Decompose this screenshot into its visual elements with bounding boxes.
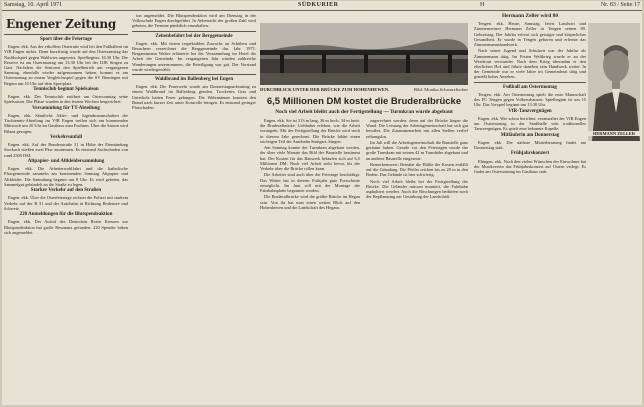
divider bbox=[4, 34, 128, 35]
article-text: Engen. ekk. Mit einem respektablen Zuwachs an Schülern und Besuchern verzeichnet die Berggemeinde das Jahr 1971. Bergamtmann Walter erläuterte bei der Versammlung im Hotel die Arbeit der Gemeinde. Im vergangenen Jahr wurden zahlreiche Wanderungen unternommen, die Beteiligung war gut. Der Vorstand wurde wiedergewählt. bbox=[132, 40, 256, 72]
edition-mark: H bbox=[480, 2, 485, 8]
headline-mutter: Mitläuferin am Donnerstag bbox=[500, 132, 560, 138]
birthday-title: Hermann Zeller wird 80 bbox=[501, 13, 559, 19]
headline-konzert: Frühjahrskonzert bbox=[510, 151, 550, 157]
photo-caption bbox=[260, 87, 468, 93]
article-text: Engen. ekk. Sämtliche Aktiv- und Jugendmannschaften der Tischtennis-Abteilung im VfR Engen treffen sich am kommenden Mittwoch um 20 Uhr im Gasthaus zum Fuchsen. Über die Saison wird Bilanz gezogen. bbox=[4, 112, 128, 134]
article-text: ton angemeldet. Die Blutspendeaktion wird am Dienstag in der Volksschule Engen durchgeführt. In Anbetracht der großen Zahl wird gebeten, die Termine pünktlich einzuhalten. bbox=[132, 13, 256, 29]
column-5 bbox=[474, 13, 586, 405]
page-number: Nr. 83 / Seite 17 bbox=[600, 2, 640, 8]
portrait-caption: HERMANN ZELLER bbox=[588, 131, 640, 136]
headline-fussball: Fußball am Ostermontag bbox=[503, 84, 557, 90]
article-text: Tengen. ekk. Am Ostermontag spielt die erste Mannschaft des FC Tengen gegen Volkertshausen. Spielbeginn ist um 15 Uhr. Das Vorspiel beginnt um 13.30 Uhr. bbox=[474, 91, 586, 108]
headline-berggemeinde: Zeitenbefahrt bei der Berggemeinde bbox=[155, 33, 233, 39]
column-1 bbox=[4, 13, 128, 405]
local-masthead: Engener Zeitung bbox=[6, 17, 117, 31]
photo-credit: Bild: Monika Schwarzfischer bbox=[413, 87, 468, 92]
article-text: Engen. ekk. Über die Osterfeiertage rechnet die Polizei mit starkem Verkehr auf der B 31 und der Autobahn in Richtung Bodensee und Schweiz. bbox=[4, 195, 128, 211]
article-text: Am Sonntag konnte der Turmkran abgebaut werden, der über viele Monate das Bild der Baustelle bestimmt hat. Die Kosten für das Bauwerk belaufen sich auf 6,5 Millionen DM. Noch viel Arbeit steht bevor, bis der Verkehr über die Brücke rollen kann. bbox=[260, 145, 360, 172]
headline-sport: Sport über die Feiertage bbox=[40, 37, 92, 42]
divider bbox=[132, 74, 256, 75]
article-text: zugerechnet werden, denn auf der Brücke liegen die Wand. Die Leistung der Arbeitsgemeinschaft hat sich gut bewährt. Die Zusammenarbeit mit allen Stellen verlief reibungslos. bbox=[366, 118, 468, 139]
article-text: Engen. ekk. Der Tennisclub eröffnet am Ostersonntag seine Spielsaison. Die Plätze wurden in den letzten Wochen hergerichtet. bbox=[4, 94, 128, 105]
article-text: Ehingen. ekk. Nach den vielen Wünschen der Einwohner hat der Musikverein das Frühjahrskonzert auf Ostern verlegt. Es findet am Ostersonntag im Gasthaus statt. bbox=[474, 158, 586, 174]
headline-tennis: Tennisclub beginnt Spielsaison bbox=[33, 87, 99, 92]
headline-collection: Altpapier- und Altkleidersammlung bbox=[27, 158, 105, 164]
headline-waldbrand: Waldbrand im Ballenberg bei Engen bbox=[154, 77, 234, 83]
article-text: Engen. ekk. Wie schon berichtet, veranstaltet der VfR Engen am Ostermontag in der Stadthalle sein traditionelles Tanzvergnügen. Es spielt eine bekannte Kapelle. bbox=[474, 115, 586, 132]
article-text: Im Juli will die Arbeitsgemeinschaft die Baustelle ganz geräumt haben. Gerade vor den Feiertagen wurde der große Turmkran mit seinen 42 m Turmhöhe abgebaut und an anderer Baustelle eingesetzt. bbox=[366, 140, 468, 161]
article-text: Noch viel Arbeit bleibt bei der Fertigstellung der Brücke. Die Geländer müssen montiert, die Fahrbahn asphaltiert werden. Auch die Böschungen bedürfen noch der Bepflanzung zur Gestaltung der Landschaft. bbox=[366, 178, 468, 200]
divider bbox=[474, 82, 586, 83]
article-text: Engen. ekk. Sie ist 313 m lang, 36 m hoch, 34 m breit: die Bruderalbrücke. Liebhaber erleben, wie die Arbeit vorangeht. Mit der Fertigstellung der Brücke wird noch in diesem Jahr gerechnet. Die Brücke bildet einen wichtigen Teil der Autobahn Stuttgart–Singen. bbox=[260, 118, 360, 144]
article-text: Engen. ekk. Aus der erhofften Osterruhe wird bei den Fußballern im VfR Engen nichts. Denn kurzfristig wurde auf den Ostersamstag das Nachholspiel gegen Wahlwies angesetzt. Spielbeginn: 16.30 Uhr. Die Reserve ist am Ostermontag um 13.30 Uhr bei der DJK Singen zu Gast. Nachdem die Senioren den Spielbetrieb am vergangenen Samstag, ebenfalls wieder aufgenommen haben, kommt es am Ostermontag zu einem Vergleichsspiel gegen die SV Binningen mit Beginn um 10 Uhr auf dem Sportplatz. bbox=[4, 44, 128, 86]
issue-date: Samstag, 10. April 1971 bbox=[4, 2, 63, 8]
newspaper-page bbox=[2, 1, 642, 405]
article-text: Nach seiner Jugend und Schulzeit war der Jubilar als Zimmermann tätig. Im Ersten Weltkrieg wurde er an der Westfront verwundet. Nach dem Krieg übernahm er den elterlichen Hof und führte daneben sein Handwerk weiter. In der Gemeinde war er viele Jahre im Gemeinderat tätig und genießt hohes Ansehen. bbox=[474, 48, 586, 80]
column-4 bbox=[366, 118, 468, 405]
headline-accident: Verkehrsunfall bbox=[49, 134, 83, 140]
article-text: Die Bruderalbrücke wird die größte Brücke im Hegau sein. Von ihr hat man einen weiten Blick auf den Hohenhewen und die Landschaft des Hegaus. bbox=[260, 194, 360, 210]
article-text: Engen. ekk. Die nächste Mütterberatung findet am Donnerstag statt. bbox=[474, 139, 586, 150]
caption-text: DURCHBLICK UNTER DER BRÜCKE ZUM HOHENHEWEN. bbox=[260, 87, 390, 92]
newspaper-name: SÜDKURIER bbox=[298, 2, 339, 8]
article-text: Tengen. ekk. Heute, Samstag, feiert Landwirt und Zimmermeister Hermann Zeller in Tengen seinen 80. Geburtstag. Der Jubilar erfreut sich geistiger und körperlicher Gesundheit. Er wurde in Tengen geboren und erlernte das Zimmermannshandwerk. bbox=[474, 21, 586, 47]
headline-tanz: VfR-Tanzvergnügen bbox=[508, 108, 552, 114]
column-3 bbox=[260, 118, 360, 405]
divider bbox=[132, 31, 256, 32]
main-headline: 6,5 Millionen DM kostet die Bruderalbrücke bbox=[266, 96, 462, 107]
headline-blood: 220 Anmeldungen für die Blutspendeaktion bbox=[19, 212, 113, 218]
headline-tt: Versammlung für TT-Abteilung bbox=[32, 105, 100, 111]
headline-traffic: Starker Verkehr auf den Straßen bbox=[30, 188, 102, 194]
article-text: Engen. ekk. Die Feuerwehr wurde am Donnerstagnachmittag zu einem Waldbrand im Ballenberg gerufen. Trockenes Gras und Unterholz hatten Feuer gefangen. Die Wehrmänner konnten den Brand nach kurzer Zeit unter Kontrolle bringen. Es entstand geringer Flurschaden. bbox=[132, 84, 256, 111]
article-text: Die Arbeiter sind auch über die Feiertage beschäftigt. Das Wetter hat in diesem Frühjahr gute Fortschritte ermöglicht. Im Juni soll mit der Montage der Fahrbahnplatte begonnen werden. bbox=[260, 172, 360, 194]
article-text: Engen. ekk. Der Aufruf des Deutschen Roten Kreuzes zur Blutspendeaktion hat große Resonanz gefunden. 220 Spender haben sich angemeldet. bbox=[4, 219, 128, 235]
portrait-photo bbox=[588, 23, 640, 141]
article-text: Engen. ekk. Die Arbeiterwohlfahrt und die katholische Pfarrgemeinde sammeln am kommenden Samstag Altpapier und Altkleider. Die Sammlung beginnt um 8 Uhr. Es wird gebeten, das Sammelgut gebündelt an die Straße zu legen. bbox=[4, 166, 128, 187]
main-subheadline: Noch viel Arbeit bleibt auch der Fertigstellung — Turmkran wurde abgebaut bbox=[275, 109, 453, 115]
column-2 bbox=[132, 13, 256, 405]
bridge-photo bbox=[260, 23, 468, 85]
article-text: Engen. ekk. Auf der Bundesstraße 31 in Höhe der Einmündung Stockach stießen zwei Pkw zusammen. Es entstand Sachschaden von rund 2500 DM. bbox=[4, 142, 128, 158]
running-header bbox=[2, 1, 642, 11]
article-text: Bemerkenswert: Beinahe die Hälfte der Kosten entfällt auf die Gründung. Die Pfeiler reichen bis zu 20 m in den Boden. Das Gelände ist hier schwierig. bbox=[366, 162, 468, 178]
